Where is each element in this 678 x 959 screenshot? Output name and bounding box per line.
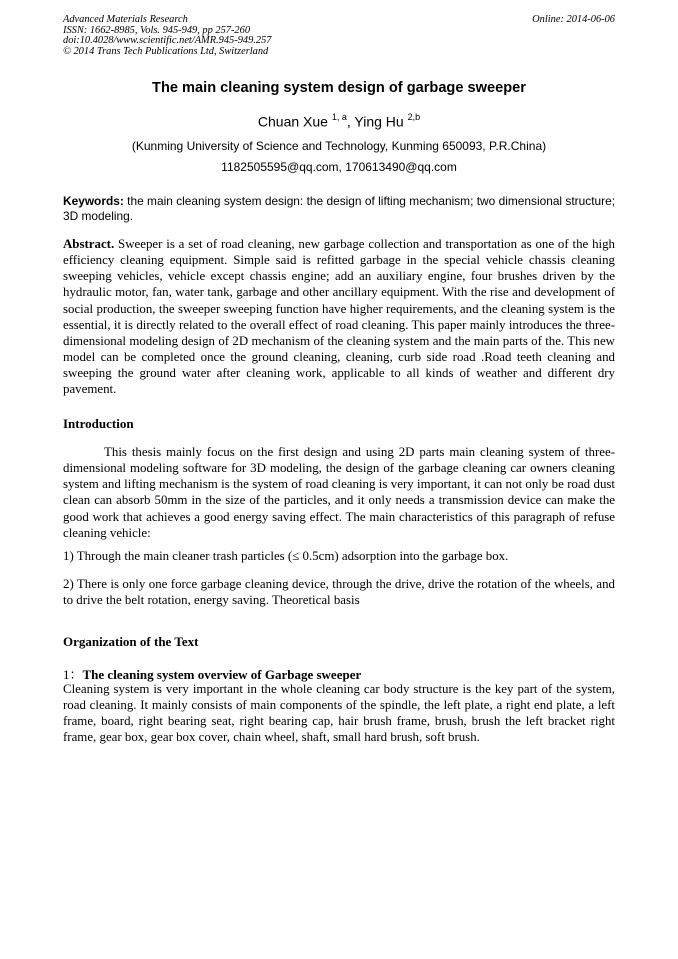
characteristic-item-2: 2) There is only one force garbage cleaning device, through the drive, drive the rotation of the wheels, and to drive the belt rotation, energy saving. Theoretical basis [63,577,615,608]
affiliation: (Kunming University of Science and Technology, Kunming 650093, P.R.China) [131,139,547,153]
online-date: Online: 2014-06-06 [532,14,615,25]
doi-line: doi:10.4028/www.scientific.net/AMR.945-949.257 [63,35,272,47]
copyright-line: © 2014 Trans Tech Publications Ltd, Switzerland [63,46,269,58]
abstract-label: Abstract. [63,237,115,251]
author-line [63,113,615,130]
author-1-affiliation-mark: 1, a [331,112,347,122]
author-2: Ying Hu [354,113,408,130]
journal-header [63,15,615,58]
keywords-text: the main cleaning system design: the design of lifting mechanism; two dimensional structure; 3D modeling. [63,194,615,223]
author-emails: 1182505595@qq.com, 170613490@qq.com [221,160,457,174]
author-2-affiliation-mark: 2,b [407,112,421,122]
issn-line: ISSN: 1662-8985, Vols. 945-949, pp 257-260 [63,24,251,36]
subsection-title: The cleaning system overview of Garbage sweeper [82,667,362,682]
organization-heading: Organization of the Text [63,634,199,649]
abstract-text: Sweeper is a set of road cleaning, new garbage collection and transportation as one of the high efficiency cleaning equipment. Simple said is refitted garbage in the special vehicle chassis cleaning sweeping vehicles, vehicle except chassis engine; add an auxiliary engine, four brushes driven by the hydraulic motor, fan, water tank, garbage and other ancillary equipment. With the rise and development of social production, the sweeper sweeping function have higher requirements, and the cleaning system is the essential, it is directly related to the overall effect of road cleaning. This paper mainly introduces the three-dimensional modeling design of 2D mechanism of the cleaning system and the main parts of the. This new model can be completed once the ground cleaning, cleaning, curb side road .Road teeth cleaning and sweeping the ground water after cleaning work, applicable to all kinds of weather and different dry pavement. [63,237,615,397]
keywords-block [63,194,615,224]
journal-name: Advanced Materials Research [63,14,188,25]
author-separator: , [346,113,355,130]
subsection-number: 1： [63,667,83,682]
introduction-heading: Introduction [63,416,134,431]
overview-paragraph: Cleaning system is very important in the whole cleaning car body structure is the key part of the system, road cleaning. It mainly consists of main components of the spindle, the left plate, a right end plate, a left frame, board, right bearing seat, right bearing cap, hair brush frame, brush, brush the left bracket right frame, gear box, gear box cover, chain wheel, shaft, small hard brush, soft brush. [63,682,615,745]
characteristic-item-1: 1) Through the main cleaner trash particles (≤ 0.5cm) adsorption into the garbage box. [63,549,509,563]
paper-title: The main cleaning system design of garbage sweeper [152,80,526,96]
keywords-label: Keywords: [63,194,124,208]
abstract-block [63,236,615,398]
introduction-paragraph: This thesis mainly focus on the first design and using 2D parts main cleaning system of three-dimensional modeling software for 3D modeling, the design of the garbage cleaning car owners cleaning system and lifting mechanism is the system of road cleaning is very important, it can not only be road dust clean can absorb 50mm in the size of the particles, and it only needs a transmission device can make the good work that achieves a good energy saving effect. The main characteristics of this paragraph of refuse cleaning vehicle: [63,445,615,540]
author-1: Chuan Xue [257,113,332,130]
